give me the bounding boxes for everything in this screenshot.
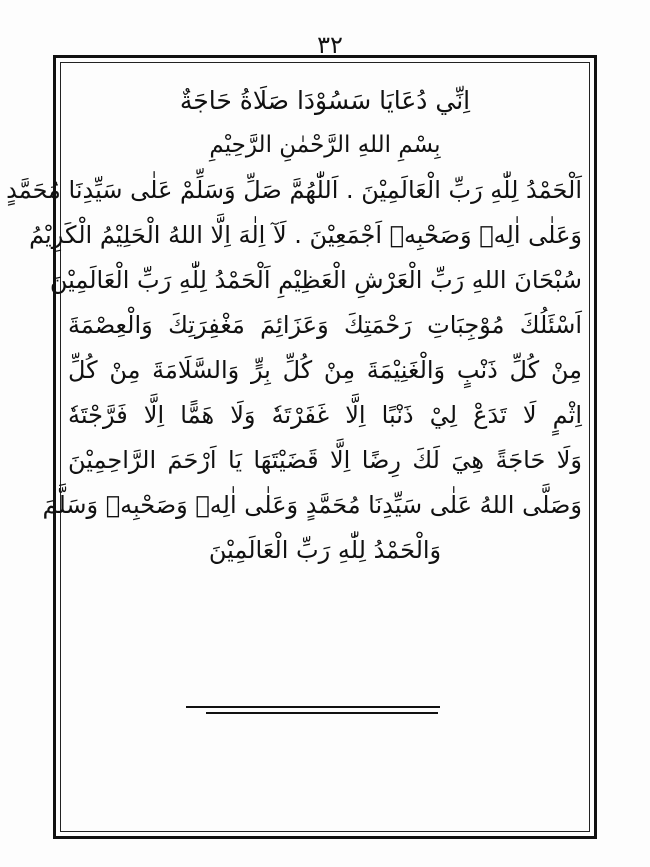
prayer-line-2: وَعَلٰى اٰلِهٖ وَصَحْبِهٖ اَجْمَعِيْنَ . لَآ اِلٰهَ اِلَّا اللهُ الْحَلِيْمُ الْكَرِيْمُ (29, 221, 582, 249)
prayer-line-4: اَسْئَلُكَ مُوْجِبَاتِ رَحْمَتِكَ وَعَزَائِمَ مَغْفِرَتِكَ وَالْعِصْمَةَ (68, 311, 582, 339)
prayer-line-7: وَلَا حَاجَةً هِيَ لَكَ رِضًا اِلَّا قَضَيْتَهَا يَا اَرْحَمَ الرَّاحِمِيْنَ (68, 446, 582, 474)
closing-rule-bottom (206, 712, 438, 714)
prayer-heading: اِنِّي دُعَايَا سَسُوْدَا صَلَاةُ حَاجَةٌ (179, 86, 471, 115)
prayer-line-1: اَلْحَمْدُ لِلّٰهِ رَبِّ الْعَالَمِيْنَ . اَللّٰهُمَّ صَلِّ وَسَلِّمْ عَلٰى سَيِّدِنَا مُحَمَّدٍ (6, 176, 582, 204)
page-number: ٣٢ (317, 31, 343, 59)
prayer-line-8: وَصَلَّى اللهُ عَلٰى سَيِّدِنَا مُحَمَّدٍ وَعَلٰى اٰلِهٖ وَصَحْبِهٖ وَسَلَّمَ (42, 491, 582, 519)
closing-rule-top (186, 706, 440, 708)
prayer-closing-line: وَالْحَمْدُ لِلّٰهِ رَبِّ الْعَالَمِيْنَ (208, 536, 442, 564)
prayer-line-5: مِنْ كُلِّ ذَنْبٍ وَالْغَنِيْمَةَ مِنْ كُلِّ بِرٍّ وَالسَّلَامَةَ مِنْ كُلِّ (68, 356, 582, 384)
prayer-text-block (6, 78, 584, 573)
prayer-line-6: اِثْمٍ لَا تَدَعْ لِيْ ذَنْبًا اِلَّا غَفَرْتَهٗ وَلَا هَمًّا اِلَّا فَرَّجْتَهٗ (68, 401, 582, 429)
prayer-line-3: سُبْحَانَ اللهِ رَبِّ الْعَرْشِ الْعَظِيْمِ اَلْحَمْدُ لِلّٰهِ رَبِّ الْعَالَمِيْنَ (49, 266, 582, 294)
basmala: بِسْمِ اللهِ الرَّحْمٰنِ الرَّحِيْمِ (209, 132, 441, 158)
